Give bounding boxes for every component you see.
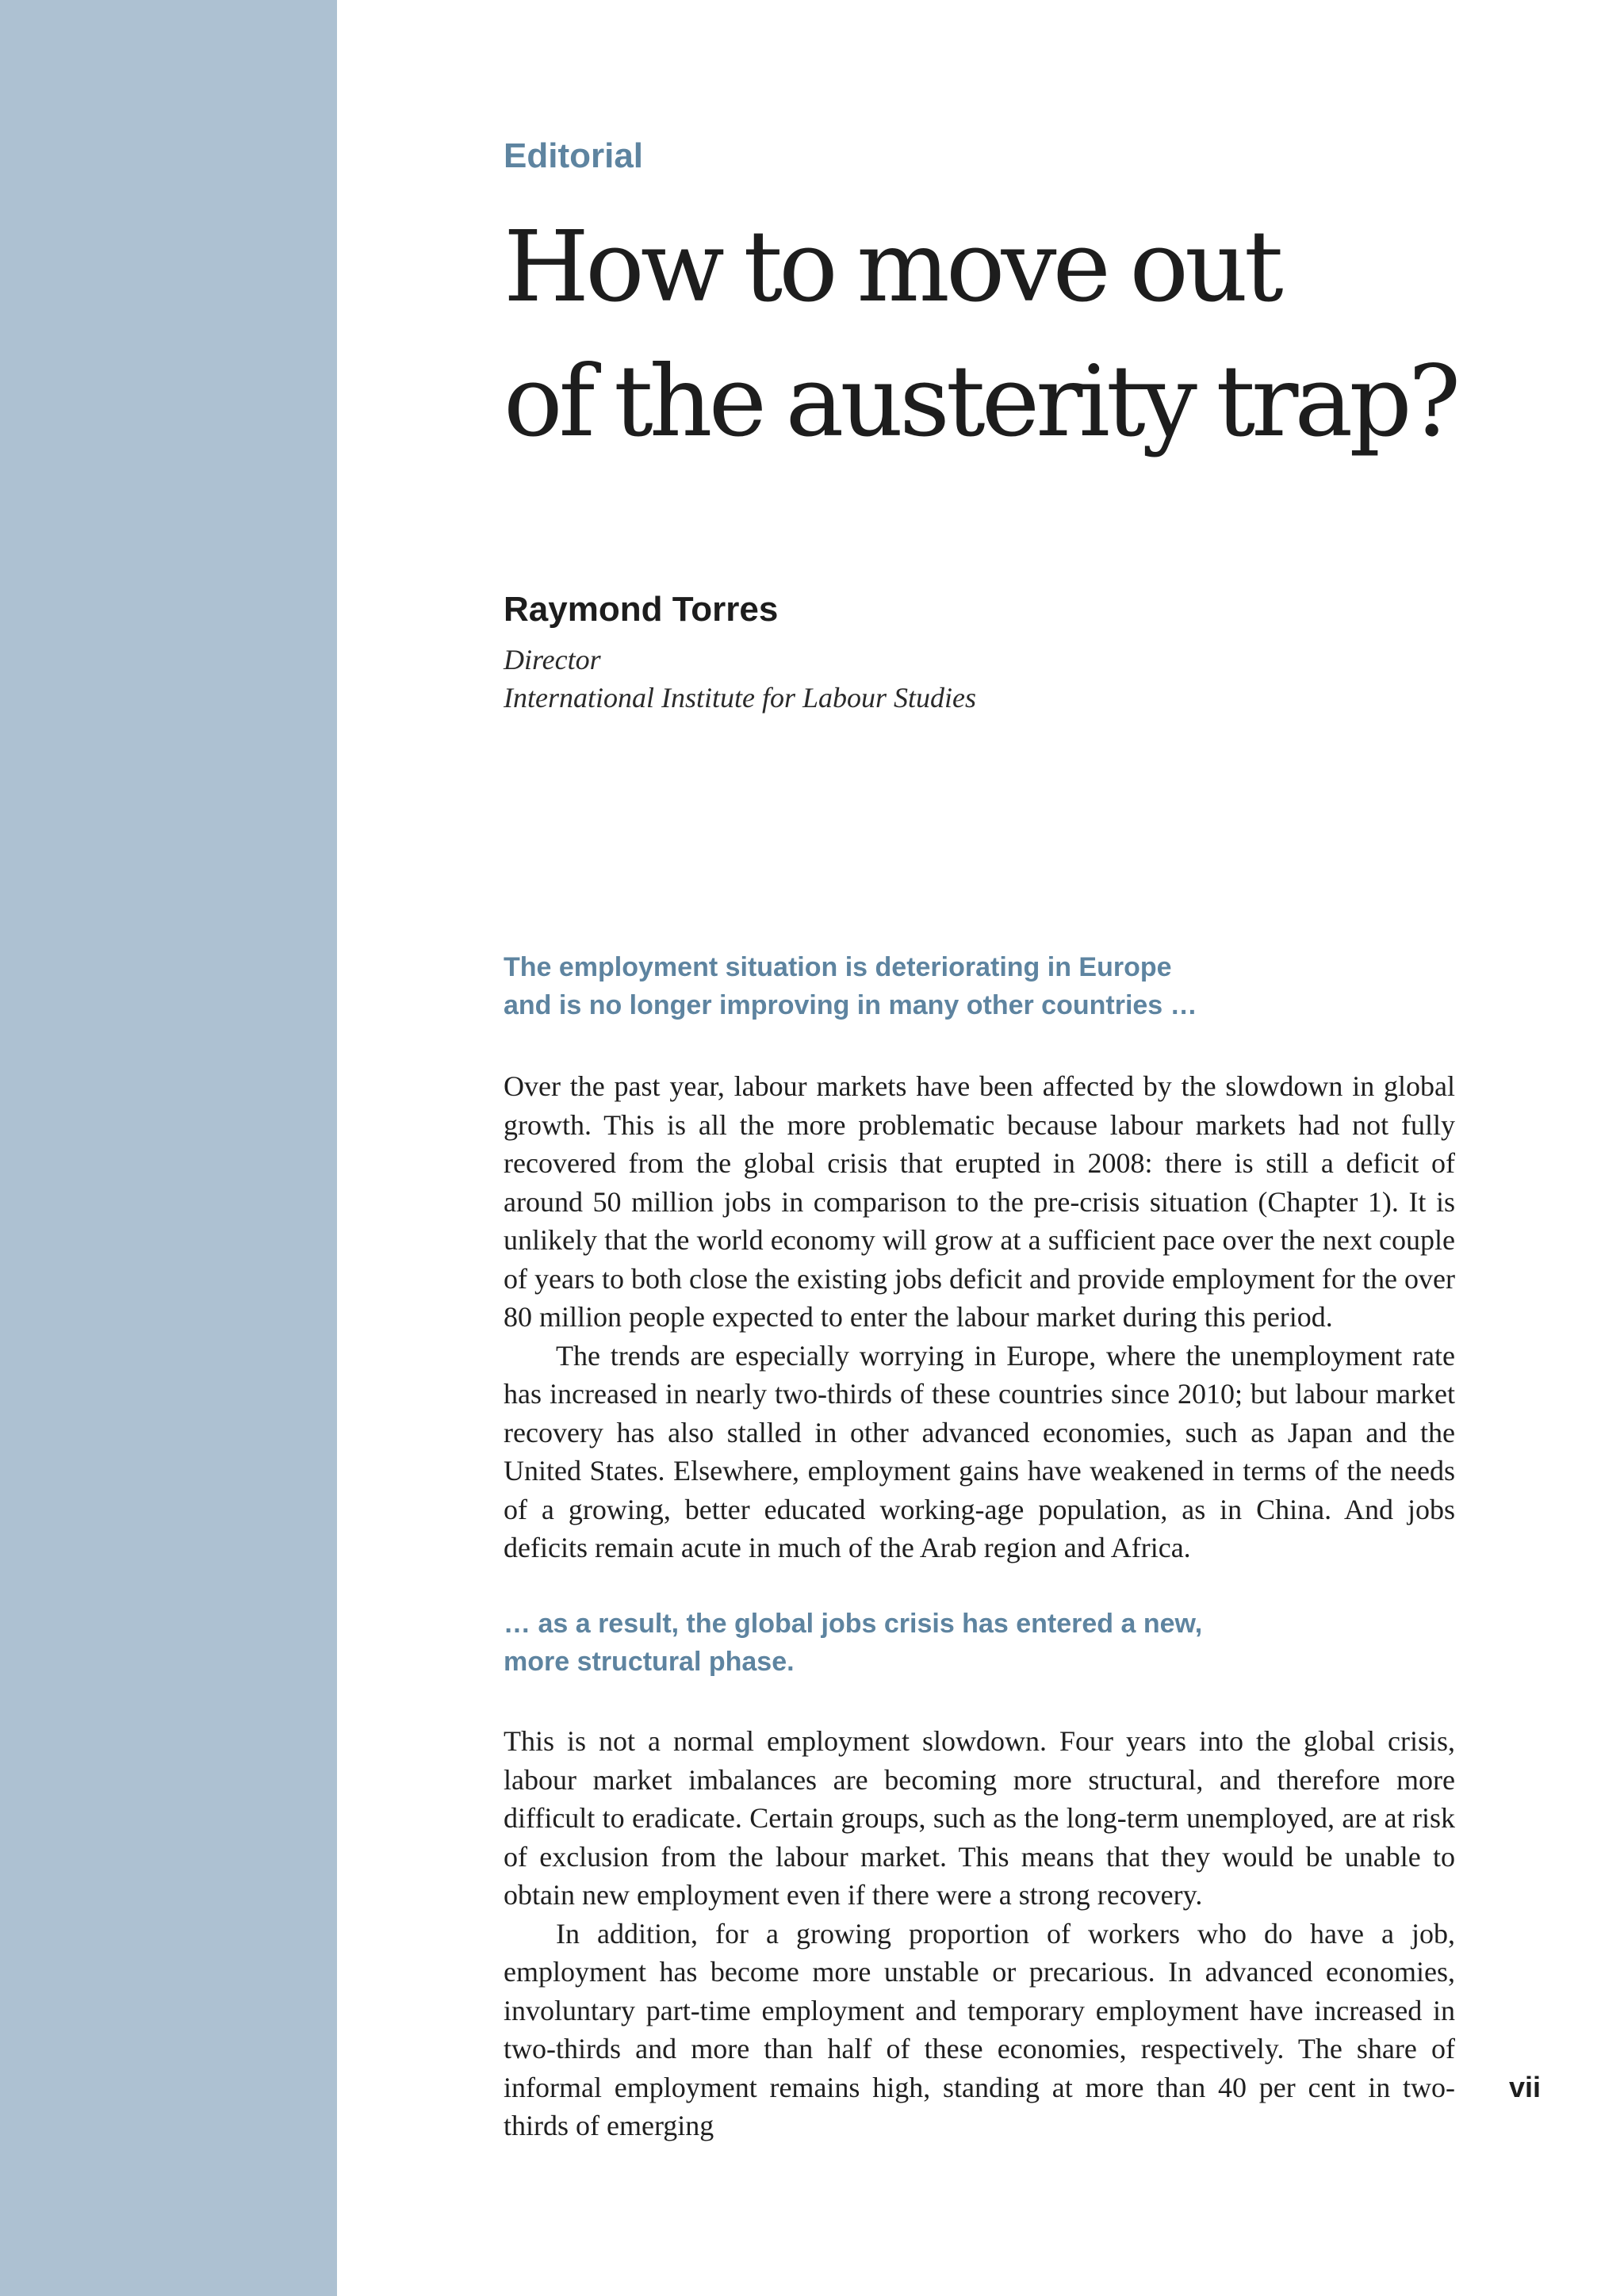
author-role: Director <box>504 644 601 675</box>
section-heading-1-line-1: The employment situation is deteriorating in Europe <box>504 952 1172 982</box>
section-label: Editorial <box>504 136 644 175</box>
section-heading-1 <box>504 948 1297 1024</box>
paragraph: This is not a normal employment slowdown. Four years into the global crisis, labour market imbalances are becoming more structural, and therefore more difficult to eradicate. Certain groups, such as the long-term unemployed, are at risk of exclusion from the labour market. This means that they would be unable to obtain new employment even if there were a strong recovery. <box>504 1725 1455 1911</box>
section-heading-2 <box>504 1605 1297 1681</box>
section-heading-1-line-2: and is no longer improving in many other countries … <box>504 990 1197 1020</box>
page-title-line-1: How to move out <box>504 210 1280 324</box>
author-institution: International Institute for Labour Studies <box>504 682 977 714</box>
paragraph: Over the past year, labour markets have been affected by the slowdown in global growth. This is all the more problematic because labour markets had not fully recovered from the global crisis that erupted in 2008: there is still a deficit of around 50 million jobs in comparison to the pre-crisis situation (Chapter 1). It is unlikely that the world economy will grow at a sufficient pace over the next couple of years to both close the existing jobs deficit and provide employment for the over 80 million people expected to enter the labour market during this period. <box>504 1070 1455 1333</box>
paragraph: The trends are especially worrying in Europe, where the unemployment rate has increased in nearly two-thirds of these countries since 2010; but labour market recovery has also stalled in other advanced economies, such as Japan and the United States. Elsewhere, employment gains have weakened in terms of the needs of a growing, better educated working-age population, as in China. And jobs deficits remain acute in much of the Arab region and Africa. <box>504 1339 1455 1563</box>
section-heading-2-line-1: … as a result, the global jobs crisis has entered a new, <box>504 1609 1203 1639</box>
page-title <box>504 200 1457 469</box>
section-2-body <box>504 1722 1455 2145</box>
section-1-body <box>504 1067 1455 1567</box>
section-heading-2-line-2: more structural phase. <box>504 1647 795 1677</box>
page-number: vii <box>1509 2071 1542 2103</box>
page-sidebar-band <box>0 0 337 2296</box>
paragraph: In addition, for a growing proportion of workers who do have a job, employment has become more unstable or precarious. In advanced economies, involuntary part-time employment and temporary employment have increased in two-thirds and more than half of these economies, respectively. The share of informal employment remains high, standing at more than 40 per cent in two-thirds of emerging <box>504 1917 1455 2141</box>
page-title-line-2: of the austerity trap? <box>504 345 1457 459</box>
author-name: Raymond Torres <box>504 590 779 629</box>
